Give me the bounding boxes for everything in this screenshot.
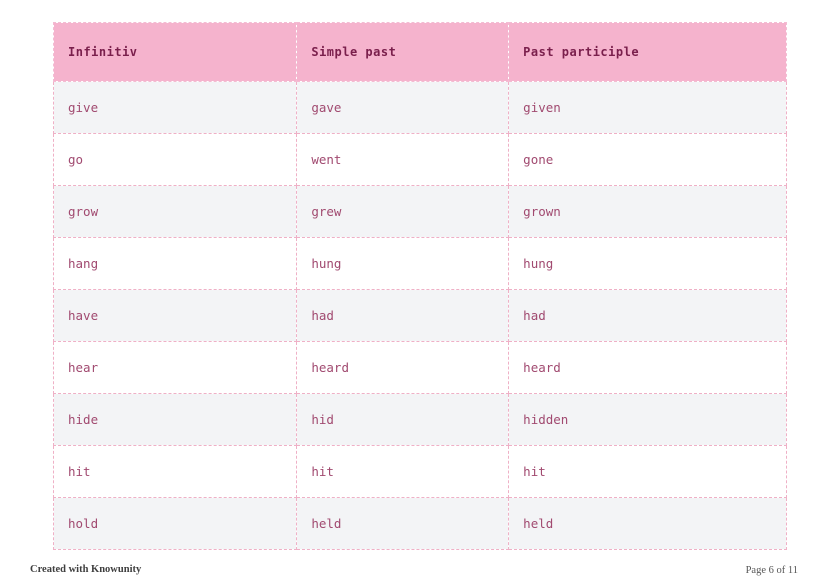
- cell-simple-past: went: [297, 134, 509, 186]
- table-row: [54, 446, 787, 498]
- cell-simple-past: had: [297, 290, 509, 342]
- cell-simple-past: heard: [297, 342, 509, 394]
- cell-simple-past: hung: [297, 238, 509, 290]
- cell-simple-past: hit: [297, 446, 509, 498]
- cell-past-participle: hit: [509, 446, 787, 498]
- table-row: [54, 238, 787, 290]
- cell-infinitive: hide: [54, 394, 297, 446]
- cell-past-participle: had: [509, 290, 787, 342]
- cell-simple-past: grew: [297, 186, 509, 238]
- cell-past-participle: hidden: [509, 394, 787, 446]
- cell-infinitive: hear: [54, 342, 297, 394]
- cell-simple-past: gave: [297, 82, 509, 134]
- cell-past-participle: gone: [509, 134, 787, 186]
- column-header-infinitiv: Infinitiv: [54, 23, 297, 82]
- cell-infinitive: hang: [54, 238, 297, 290]
- page-number: Page 6 of 11: [745, 565, 798, 576]
- cell-infinitive: hold: [54, 498, 297, 550]
- cell-past-participle: given: [509, 82, 787, 134]
- cell-simple-past: hid: [297, 394, 509, 446]
- cell-infinitive: have: [54, 290, 297, 342]
- cell-past-participle: held: [509, 498, 787, 550]
- cell-simple-past: held: [297, 498, 509, 550]
- cell-past-participle: grown: [509, 186, 787, 238]
- table-row: [54, 82, 787, 134]
- cell-past-participle: heard: [509, 342, 787, 394]
- cell-infinitive: grow: [54, 186, 297, 238]
- table-row: [54, 394, 787, 446]
- table-row: [54, 290, 787, 342]
- cell-infinitive: give: [54, 82, 297, 134]
- cell-infinitive: hit: [54, 446, 297, 498]
- table-row: [54, 342, 787, 394]
- header-row: [54, 23, 787, 82]
- irregular-verbs-table: [53, 22, 787, 550]
- table-row: [54, 498, 787, 550]
- column-header-simple-past: Simple past: [297, 23, 509, 82]
- table-row: [54, 134, 787, 186]
- table-row: [54, 186, 787, 238]
- column-header-past-participle: Past participle: [509, 23, 787, 82]
- footer-branding: Created with Knowunity: [30, 564, 142, 575]
- cell-past-participle: hung: [509, 238, 787, 290]
- cell-infinitive: go: [54, 134, 297, 186]
